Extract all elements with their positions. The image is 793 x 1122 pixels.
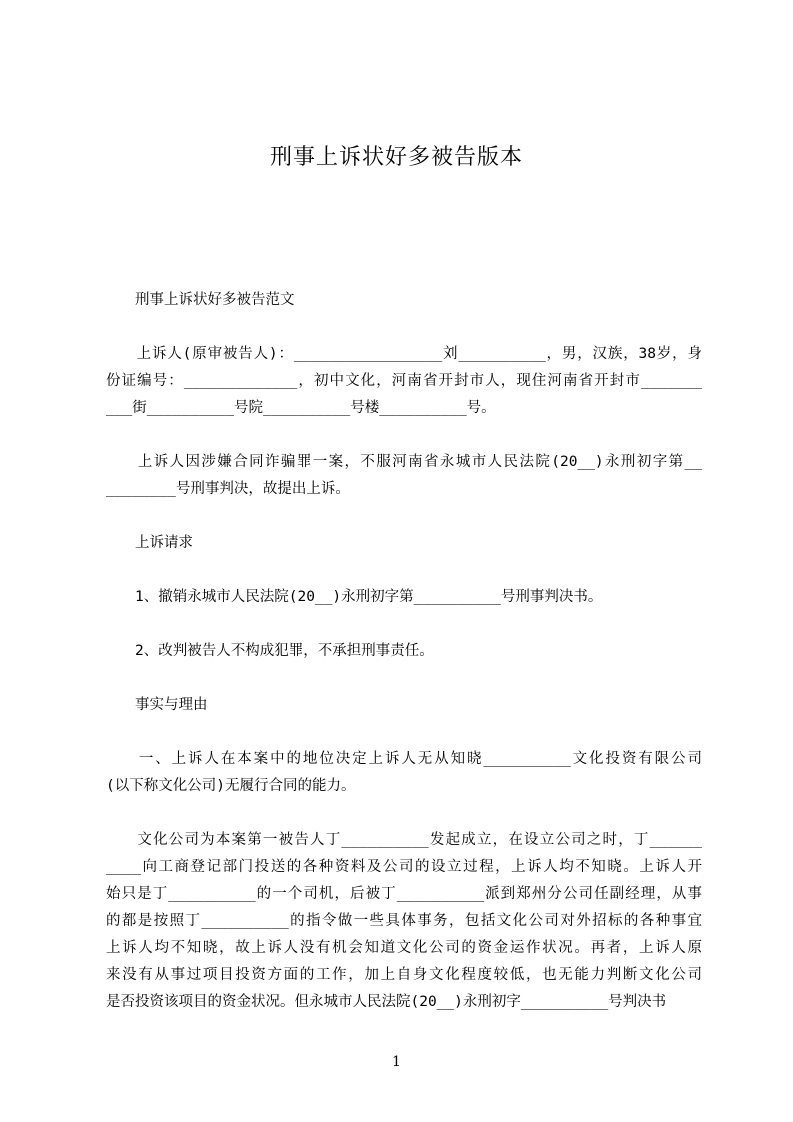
text-line: (以下称文化公司)无履行合同的能力。 — [106, 778, 356, 794]
appellant-info-paragraph — [106, 341, 702, 422]
request-item-2 — [106, 638, 702, 665]
text-line: 上诉请求 — [106, 535, 193, 551]
text-line: 1、撤销永城市人民法院(20__)永刑初字第__________号刑事判决书。 — [106, 589, 603, 605]
facts-reasons-heading — [106, 692, 702, 719]
text-line: 2、改判被告人不构成犯罪，不承担刑事责任。 — [106, 643, 434, 659]
text-line: 上诉人(原审被告人)：_________________刘__________，男，汉族，38岁，身 — [106, 346, 702, 362]
document-title: 刑事上诉状好多被告版本 — [269, 145, 523, 170]
text-line: 刑事上诉状好多被告范文 — [106, 292, 295, 308]
text-line: 一、上诉人在本案中的地位决定上诉人无从知晓__________文化投资有限公司 — [106, 751, 702, 767]
text-line: 上诉人因涉嫌合同诈骗罪一案，不服河南省永城市人民法院(20__)永刑初字第__ — [106, 454, 702, 470]
appeal-request-heading — [106, 530, 702, 557]
text-line: ____向工商登记部门投送的各种资料及公司的设立过程，上诉人均不知晓。上诉人开 — [106, 859, 702, 875]
text-line: 的都是按照丁__________的指令做一些具体事务，包括文化公司对外招标的各种事宜 — [106, 913, 702, 929]
page-number: 1 — [392, 1054, 401, 1070]
text-line: 上诉人均不知晓，故上诉人没有机会知道文化公司的资金运作状况。再者，上诉人原 — [106, 940, 702, 956]
text-line: 是否投资该项目的资金状况。但永城市人民法院(20__)永刑初字__________号判决书 — [106, 994, 667, 1010]
company-background-paragraph — [106, 827, 702, 1016]
appeal-reason-paragraph — [106, 449, 702, 503]
text-line: 始只是丁__________的一个司机，后被丁__________派到郑州分公司任副经理，从事 — [106, 886, 702, 902]
text-line: 文化公司为本案第一被告人丁__________发起成立，在设立公司之时，丁______ — [106, 832, 702, 848]
text-line: ________号刑事判决，故提出上诉。 — [106, 481, 350, 497]
text-line: ___街__________号院__________号楼__________号。 — [106, 400, 496, 416]
section-one-paragraph — [106, 746, 702, 800]
text-line: 来没有从事过项目投资方面的工作，加上自身文化程度较低，也无能力判断文化公司 — [106, 967, 702, 983]
text-line: 事实与理由 — [106, 697, 208, 713]
subtitle-paragraph — [106, 287, 702, 314]
request-item-1 — [106, 584, 702, 611]
text-line: 份证编号：_____________，初中文化，河南省开封市人，现住河南省开封市_______ — [106, 373, 702, 389]
